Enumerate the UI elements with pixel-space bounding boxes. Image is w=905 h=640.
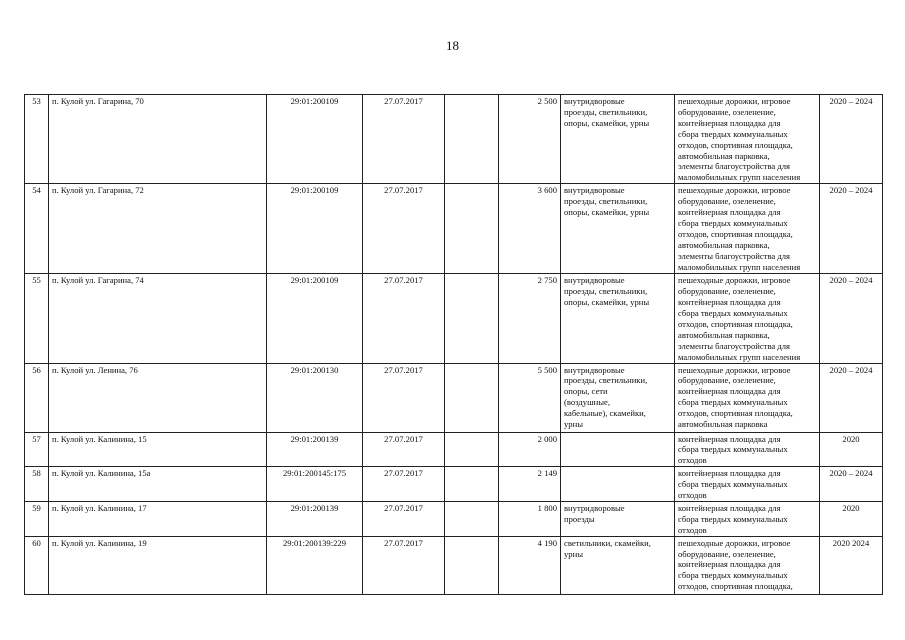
existing-elements-cell: внутридворовые проезды, светильники, опоры, скамейки, урны — [561, 274, 675, 363]
area-cell: 1 800 — [499, 501, 561, 536]
table-row — [25, 467, 883, 502]
table-row — [25, 274, 883, 363]
cadastral-number-cell: 29:01:200109 — [267, 95, 363, 184]
blank-cell — [445, 274, 499, 363]
blank-cell — [445, 467, 499, 502]
period-cell: 2020 – 2024 — [820, 274, 883, 363]
area-cell: 4 190 — [499, 536, 561, 594]
row-number-cell: 56 — [25, 363, 49, 432]
planned-works-cell: контейнерная площадка для сбора твердых коммунальных отходов — [675, 501, 820, 536]
planned-works-cell: пешеходные дорожки, игровое оборудование, озеленение, контейнерная площадка для сбора твердых коммунальных отходов, спортивная площадка, автомобильная парковка, элементы благоустройства для маломобильных групп населения — [675, 95, 820, 184]
row-number-cell: 54 — [25, 184, 49, 274]
cadastral-number-cell: 29:01:200109 — [267, 274, 363, 363]
date-cell: 27.07.2017 — [363, 274, 445, 363]
page-number: 18 — [446, 38, 459, 53]
existing-elements-cell: внутридворовые проезды, светильники, опоры, сети (воздушные, кабельные), скамейки, урны — [561, 363, 675, 432]
area-cell: 2 500 — [499, 95, 561, 184]
blank-cell — [445, 501, 499, 536]
row-number-cell: 53 — [25, 95, 49, 184]
existing-elements-cell: светильники, скамейки, урны — [561, 536, 675, 594]
table-row — [25, 184, 883, 274]
date-cell: 27.07.2017 — [363, 501, 445, 536]
period-cell: 2020 – 2024 — [820, 95, 883, 184]
planned-works-cell: пешеходные дорожки, игровое оборудование, озеленение, контейнерная площадка для сбора твердых коммунальных отходов, спортивная площадка, автомобильная парковка, элементы благоустройства для маломобильных групп населения — [675, 274, 820, 363]
cadastral-number-cell: 29:01:200130 — [267, 363, 363, 432]
address-cell: п. Кулой ул. Калинина, 17 — [49, 501, 267, 536]
table-row — [25, 501, 883, 536]
row-number-cell: 57 — [25, 432, 49, 467]
address-cell: п. Кулой ул. Калинина, 15а — [49, 467, 267, 502]
area-cell: 3 600 — [499, 184, 561, 274]
blank-cell — [445, 363, 499, 432]
cadastral-number-cell: 29:01:200145:175 — [267, 467, 363, 502]
table-body — [25, 95, 883, 595]
table-row — [25, 95, 883, 184]
period-cell: 2020 — [820, 432, 883, 467]
date-cell: 27.07.2017 — [363, 363, 445, 432]
area-cell: 2 000 — [499, 432, 561, 467]
existing-elements-cell: внутридворовые проезды, светильники, опоры, скамейки, урны — [561, 184, 675, 274]
territory-register-table — [24, 94, 883, 595]
planned-works-cell: пешеходные дорожки, игровое оборудование, озеленение, контейнерная площадка для сбора твердых коммунальных отходов, спортивная площадка, — [675, 536, 820, 594]
date-cell: 27.07.2017 — [363, 467, 445, 502]
table-row — [25, 432, 883, 467]
area-cell: 2 750 — [499, 274, 561, 363]
cadastral-number-cell: 29:01:200139:229 — [267, 536, 363, 594]
planned-works-cell: контейнерная площадка для сбора твердых коммунальных отходов — [675, 467, 820, 502]
address-cell: п. Кулой ул. Калинина, 19 — [49, 536, 267, 594]
row-number-cell: 58 — [25, 467, 49, 502]
blank-cell — [445, 536, 499, 594]
address-cell: п. Кулой ул. Гагарина, 72 — [49, 184, 267, 274]
period-cell: 2020 – 2024 — [820, 363, 883, 432]
row-number-cell: 55 — [25, 274, 49, 363]
period-cell: 2020 2024 — [820, 536, 883, 594]
blank-cell — [445, 432, 499, 467]
date-cell: 27.07.2017 — [363, 432, 445, 467]
cadastral-number-cell: 29:01:200139 — [267, 501, 363, 536]
cadastral-number-cell: 29:01:200109 — [267, 184, 363, 274]
planned-works-cell: пешеходные дорожки, игровое оборудование, озеленение, контейнерная площадка для сбора твердых коммунальных отходов, спортивная площадка, автомобильная парковка — [675, 363, 820, 432]
row-number-cell: 59 — [25, 501, 49, 536]
date-cell: 27.07.2017 — [363, 95, 445, 184]
period-cell: 2020 – 2024 — [820, 467, 883, 502]
table-row — [25, 363, 883, 432]
existing-elements-cell: внутридворовые проезды, светильники, опоры, скамейки, урны — [561, 95, 675, 184]
existing-elements-cell: внутридворовые проезды — [561, 501, 675, 536]
blank-cell — [445, 184, 499, 274]
date-cell: 27.07.2017 — [363, 536, 445, 594]
period-cell: 2020 — [820, 501, 883, 536]
period-cell: 2020 – 2024 — [820, 184, 883, 274]
cadastral-number-cell: 29:01:200139 — [267, 432, 363, 467]
area-cell: 5 500 — [499, 363, 561, 432]
row-number-cell: 60 — [25, 536, 49, 594]
planned-works-cell: контейнерная площадка для сбора твердых коммунальных отходов — [675, 432, 820, 467]
address-cell: п. Кулой ул. Гагарина, 70 — [49, 95, 267, 184]
existing-elements-cell — [561, 432, 675, 467]
date-cell: 27.07.2017 — [363, 184, 445, 274]
area-cell: 2 149 — [499, 467, 561, 502]
address-cell: п. Кулой ул. Калинина, 15 — [49, 432, 267, 467]
table-row — [25, 536, 883, 594]
planned-works-cell: пешеходные дорожки, игровое оборудование, озеленение, контейнерная площадка для сбора твердых коммунальных отходов, спортивная площадка, автомобильная парковка, элементы благоустройства для маломобильных групп населения — [675, 184, 820, 274]
address-cell: п. Кулой ул. Ленина, 76 — [49, 363, 267, 432]
address-cell: п. Кулой ул. Гагарина, 74 — [49, 274, 267, 363]
blank-cell — [445, 95, 499, 184]
existing-elements-cell — [561, 467, 675, 502]
